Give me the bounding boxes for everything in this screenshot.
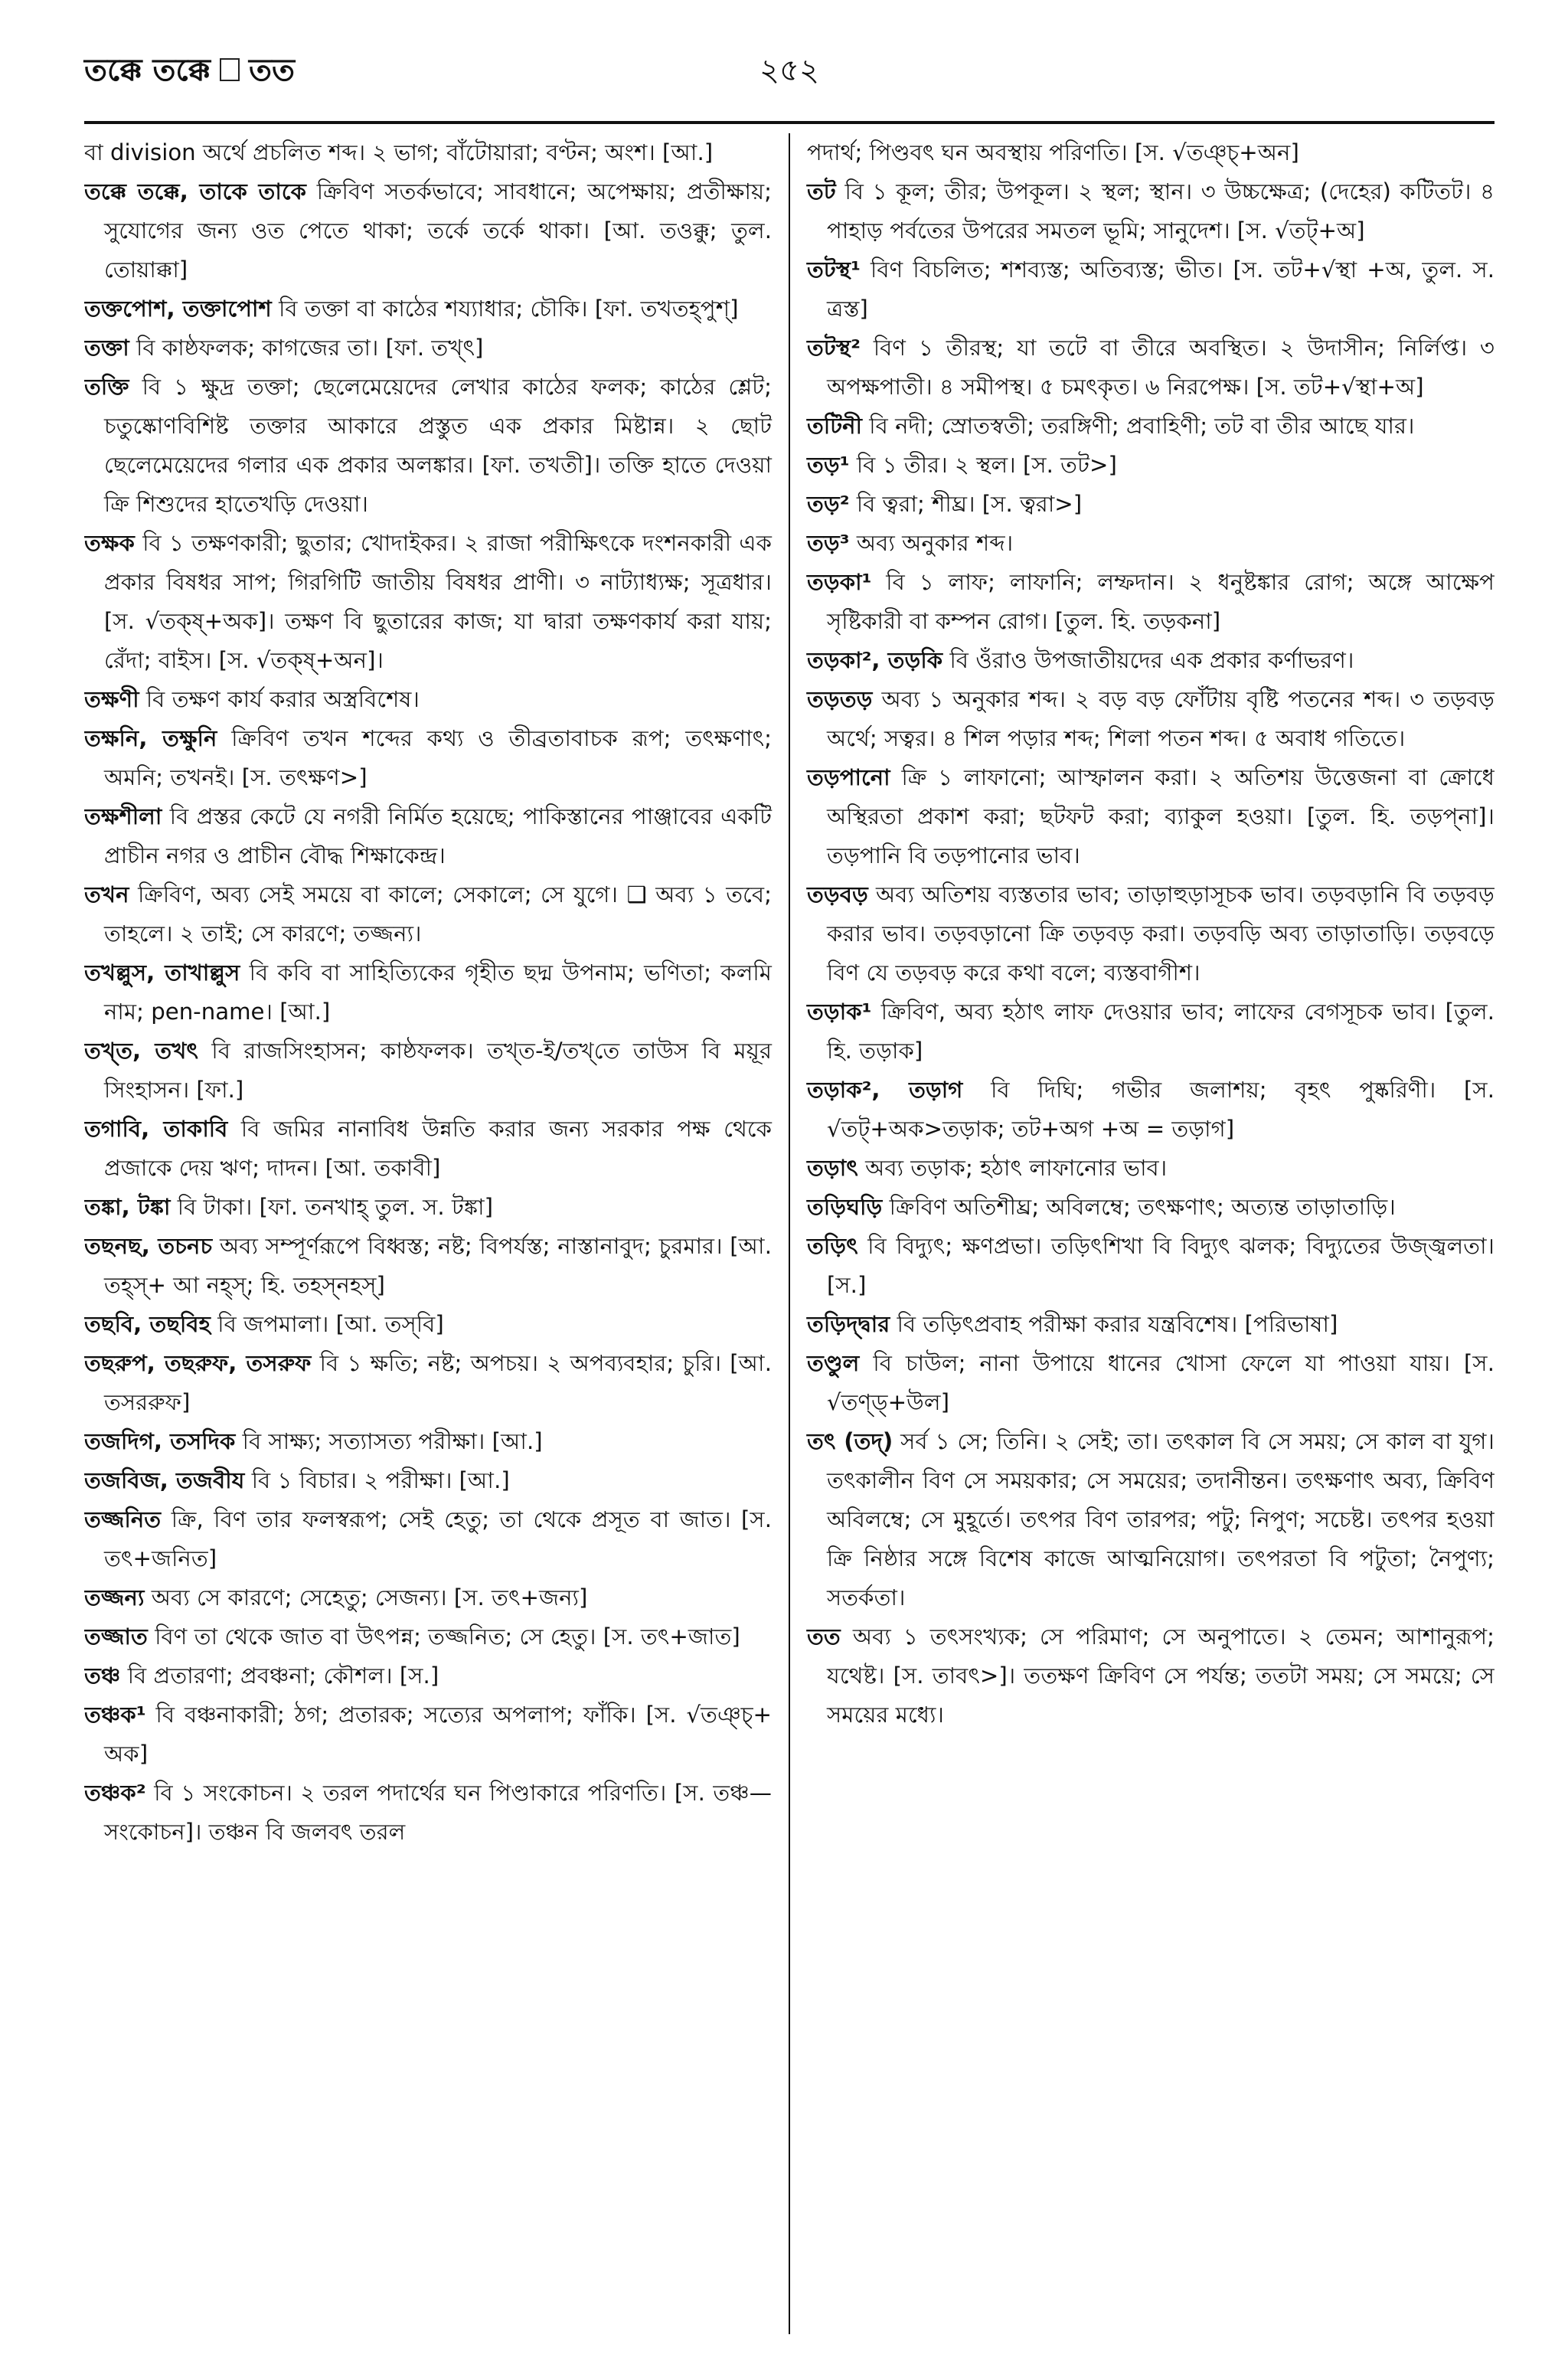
entry-headword: তঞ্চ bbox=[84, 1663, 121, 1689]
entry-headword: তড়¹ bbox=[807, 452, 850, 478]
entry-headword: তছরুপ, তছরুফ, তসরুফ bbox=[84, 1350, 312, 1376]
entry-headword: তজ্জন্য bbox=[84, 1584, 145, 1610]
entry-definition: অব্য ১ তৎসংখ্যক; সে পরিমাণ; সে অনুপাতে। ২ তেমন; আশানুরূপ; যথেষ্ট। [স. তাবৎ>]। ততক্ষণ ক্রিবিণ সে পর্যন্ত; ততটা সময়; সে সময়ে; সে সময়ের মধ্যে। bbox=[827, 1624, 1494, 1728]
dictionary-entry bbox=[84, 289, 772, 329]
entry-definition: পদার্থ; পিণ্ডবৎ ঘন অবস্থায় পরিণতি। [স. √তঞ্চ্‌+অন] bbox=[807, 139, 1299, 165]
dictionary-entry bbox=[807, 563, 1494, 641]
entry-headword: তড়বড় bbox=[807, 881, 868, 907]
dictionary-entry bbox=[807, 172, 1494, 250]
entry-definition: অব্য তড়াক; হঠাৎ লাফানোর ভাব। bbox=[865, 1155, 1168, 1181]
dictionary-entry bbox=[84, 1617, 772, 1656]
dictionary-entry bbox=[84, 1188, 772, 1227]
dictionary-entry bbox=[84, 1422, 772, 1461]
entry-headword: তক্কে তক্কে, তাকে তাকে bbox=[84, 178, 307, 204]
entry-headword: তড়তড় bbox=[807, 686, 873, 712]
entry-headword: তড়াৎ bbox=[807, 1155, 858, 1181]
entry-definition: বি জমির নানাবিধ উন্নতি করার জন্য সরকার পক্ষ থেকে প্রজাকে দেয় ঋণ; দাদন। [আ. তকাবী] bbox=[104, 1116, 772, 1181]
entry-headword: তজ্জাত bbox=[84, 1624, 148, 1650]
dictionary-entry bbox=[84, 1578, 772, 1617]
dictionary-entry bbox=[807, 1305, 1494, 1344]
entry-definition: বি ওঁরাও উপজাতীয়দের এক প্রকার কর্ণাভরণ। bbox=[949, 647, 1354, 673]
entry-headword: তড়² bbox=[807, 491, 850, 517]
entry-definition: সর্ব ১ সে; তিনি। ২ সেই; তা। তৎকাল বি সে সময়; সে কাল বা যুগ। তৎকালীন বিণ সে সময়কার; সে সময়ের; তদানীন্তন। তৎক্ষণাৎ অব্য, ক্রিবিণ অবিলম্বে; সে মুহূর্তে। তৎপর বিণ তারপর; পটু; নিপুণ; সচেষ্ট। তৎপর হওয়া ক্রি নিষ্ঠার সঙ্গে বিশেষ কাজে আত্মনিয়োগ। তৎপরতা বি পটুতা; নৈপুণ্য; সতর্কতা। bbox=[827, 1428, 1494, 1610]
guide-word-last: তত bbox=[248, 53, 296, 88]
right-column bbox=[790, 133, 1494, 2334]
dictionary-entry bbox=[84, 1461, 772, 1500]
entry-definition: বিণ তা থেকে জাত বা উৎপন্ন; তজ্জনিত; সে হেতু। [স. তৎ+জাত] bbox=[155, 1624, 740, 1650]
dictionary-entry bbox=[807, 446, 1494, 485]
entry-definition: বি চাউল; নানা উপায়ে ধানের খোসা ফেলে যা পাওয়া যায়। [স. √তণ্ড্‌+উল] bbox=[827, 1350, 1494, 1415]
dictionary-entry bbox=[84, 172, 772, 289]
dictionary-entry bbox=[84, 953, 772, 1032]
dictionary-entry bbox=[84, 875, 772, 953]
dictionary-entry bbox=[84, 1305, 772, 1344]
entries-area bbox=[84, 133, 1494, 2334]
entry-definition: ক্রিবিণ সতর্কভাবে; সাবধানে; অপেক্ষায়; প্রতীক্ষায়; সুযোগের জন্য ওত পেতে থাকা; তর্কে তর্কে থাকা। [আ. তওক্কু; তুল. তোয়াক্কা] bbox=[104, 178, 772, 283]
entry-definition: ক্রিবিণ অতিশীঘ্র; অবিলম্বে; তৎক্ষণাৎ; অত্যন্ত তাড়াতাড়ি। bbox=[889, 1194, 1396, 1220]
entry-definition: বি তক্তা বা কাঠের শয্যাধার; চৌকি। [ফা. তখতহ্‌পুশ্‌] bbox=[279, 296, 739, 322]
entry-definition: ক্রি, বিণ তার ফলস্বরূপ; সেই হেতু; তা থেকে প্রসূত বা জাত। [স. তৎ+জনিত] bbox=[104, 1506, 772, 1571]
entry-headword: তজদিগ, তসদিক bbox=[84, 1428, 236, 1454]
dictionary-entry bbox=[84, 329, 772, 368]
entry-definition: অব্য অতিশয় ব্যস্ততার ভাব; তাড়াহুড়াসূচক ভাব। তড়বড়ানি বি তড়বড় করার ভাব। তড়বড়ানো ক্রি তড়বড় করা। তড়বড়ি অব্য তাড়াতাড়ি। তড়বড়ে বিণ যে তড়বড় করে কথা বলে; ব্যস্তবাগীশ। bbox=[827, 881, 1494, 986]
entry-definition: বি কবি বা সাহিত্যিকের গৃহীত ছদ্ম উপনাম; ভণিতা; কলমি নাম; pen-name। [আ.] bbox=[104, 960, 772, 1025]
entry-headword: তখ্‌ত, তখৎ bbox=[84, 1038, 198, 1064]
entry-headword: তজ্জনিত bbox=[84, 1506, 162, 1532]
entry-headword: তণ্ডুল bbox=[807, 1350, 860, 1376]
entry-headword: তক্ষনি, তক্ষুনি bbox=[84, 725, 217, 751]
entry-definition: বি কাষ্ঠফলক; কাগজের তা। [ফা. তখ্‌ৎ] bbox=[136, 335, 484, 361]
entry-headword: তঞ্চক² bbox=[84, 1780, 146, 1806]
entry-headword: তড়কা², তড়কি bbox=[807, 647, 943, 673]
entry-definition: বি ১ ক্ষতি; নষ্ট; অপচয়। ২ অপব্যবহার; চুরি। [আ. তসররুফ] bbox=[104, 1350, 772, 1415]
guide-word-first: তক্কে তক্কে bbox=[84, 53, 211, 88]
entry-definition: বি ১ তক্ষণকারী; ছুতার; খোদাইকর। ২ রাজা পরীক্ষিৎকে দংশনকারী এক প্রকার বিষধর সাপ; গিরগিটি জাতীয় বিষধর প্রাণী। ৩ নাট্যাধ্যক্ষ; সূত্রধার। [স. √তক্ষ্‌+অক]। তক্ষণ বি ছুতারের কাজ; যা দ্বারা তক্ষণকার্য করা যায়; রেঁদা; বাইস। [স. √তক্ষ্‌+অন]। bbox=[104, 530, 772, 673]
entry-definition: বি ১ তীর। ২ স্থল। [স. তট>] bbox=[856, 452, 1117, 478]
entry-definition: বি সাক্ষ্য; সত্যাসত্য পরীক্ষা। [আ.] bbox=[242, 1428, 543, 1454]
entry-headword: তছবি, তছবিহ bbox=[84, 1311, 211, 1337]
entry-headword: তৎ (তদ্‌) bbox=[807, 1428, 893, 1454]
entry-definition: বি ১ লাফ; লাফানি; লম্ফদান। ২ ধনুষ্টঙ্কার রোগ; অঙ্গে আক্ষেপ সৃষ্টিকারী বা কম্পন রোগ। [তুল. হি. তড়কনা] bbox=[827, 569, 1494, 634]
entry-definition: বি বঞ্চনাকারী; ঠগ; প্রতারক; সত্যের অপলাপ; ফাঁকি। [স. √তঞ্চ্‌+ অক] bbox=[104, 1702, 772, 1767]
entry-headword: তগাবি, তাকাবি bbox=[84, 1116, 228, 1142]
entry-definition: বি তক্ষণ কার্য করার অস্ত্রবিশেষ। bbox=[145, 686, 420, 712]
dictionary-entry bbox=[807, 1344, 1494, 1422]
left-column bbox=[84, 133, 790, 2334]
entry-definition: বি প্রস্তর কেটে যে নগরী নির্মিত হয়েছে; পাকিস্তানের পাঞ্জাবের একটি প্রাচীন নগর ও প্রাচীন বৌদ্ধ শিক্ষাকেন্দ্র। bbox=[104, 803, 773, 868]
entry-headword: তটস্থ² bbox=[807, 335, 861, 361]
entry-definition: বি দিঘি; গভীর জলাশয়; বৃহৎ পুষ্করিণী। [স. √তট্‌+অক>তড়াক; তট+অগ +অ = তড়াগ] bbox=[827, 1077, 1494, 1142]
dictionary-entry bbox=[807, 641, 1494, 680]
dictionary-entry bbox=[84, 797, 772, 875]
entry-headword: তটস্থ¹ bbox=[807, 257, 861, 283]
dictionary-entry bbox=[807, 992, 1494, 1071]
entry-definition: অব্য অনুকার শব্দ। bbox=[856, 530, 1014, 556]
entry-headword: তত bbox=[807, 1624, 841, 1650]
entry-headword: তক্ষক bbox=[84, 530, 135, 556]
dictionary-entry bbox=[84, 1656, 772, 1695]
dictionary-entry bbox=[84, 1500, 772, 1578]
entry-headword: তখন bbox=[84, 881, 129, 907]
entry-definition: বিণ বিচলিত; শশব্যস্ত; অতিব্যস্ত; ভীত। [স. তট+√স্থা +অ, তুল. স. ত্রস্ত] bbox=[827, 257, 1494, 322]
entry-definition: বি জপমালা। [আ. তস্‌বি] bbox=[217, 1311, 444, 1337]
entry-definition: ক্রি ১ লাফানো; আস্ফালন করা। ২ অতিশয় উত্তেজনা বা ক্রোধে অস্থিরতা প্রকাশ করা; ছটফট করা; ব্যাকুল হওয়া। [তুল. হি. তড়প্‌না]। তড়পানি বি তড়পানোর ভাব। bbox=[827, 764, 1494, 868]
entry-definition: বি ত্বরা; শীঘ্র। [স. ত্বরা>] bbox=[856, 491, 1083, 517]
entry-headword: তড়াক¹ bbox=[807, 999, 872, 1025]
dictionary-entry bbox=[807, 680, 1494, 758]
entry-definition: বি ১ ক্ষুদ্র তক্তা; ছেলেমেয়েদের লেখার কাঠের ফলক; কাঠের শ্লেট; চতুষ্কোণবিশিষ্ট তক্তার আকারে প্রস্তুত এক প্রকার মিষ্টান্ন। ২ ছোট ছেলেমেয়েদের গলার এক প্রকার অলঙ্কার। [ফা. তখতী]। তক্তি হাতে দেওয়া ক্রি শিশুদের হাতেখড়ি দেওয়া। bbox=[104, 374, 772, 517]
dictionary-entry bbox=[84, 1774, 772, 1852]
dictionary-entry bbox=[84, 368, 772, 524]
entry-headword: তক্তা bbox=[84, 335, 129, 361]
dictionary-entry bbox=[807, 758, 1494, 875]
entry-headword: তড়িৎ bbox=[807, 1233, 858, 1259]
entry-headword: তক্ষশীলা bbox=[84, 803, 162, 829]
entry-headword: তড়কা¹ bbox=[807, 569, 872, 595]
entry-definition: বি ১ কূল; তীর; উপকূল। ২ স্থল; স্থান। ৩ উচ্চক্ষেত্র; (দেহের) কটিতট। ৪ পাহাড় পর্বতের উপরের সমতল ভূমি; সানুদেশ। [স. √তট্‌+অ] bbox=[827, 178, 1494, 244]
dictionary-entry bbox=[807, 1227, 1494, 1305]
entry-headword: তক্তপোশ, তক্তাপোশ bbox=[84, 296, 272, 322]
dictionary-entry bbox=[807, 1071, 1494, 1149]
entry-headword: তড়পানো bbox=[807, 764, 890, 790]
dictionary-entry bbox=[84, 1227, 772, 1305]
entry-definition: বি রাজসিংহাসন; কাষ্ঠফলক। তখ্‌ত-ই/তখ্‌তে তাউস বি ময়ূর সিংহাসন। [ফা.] bbox=[104, 1038, 773, 1103]
dictionary-entry bbox=[807, 250, 1494, 329]
dictionary-entry bbox=[807, 485, 1494, 524]
entry-headword: তছনছ, তচনচ bbox=[84, 1233, 213, 1259]
entry-definition: অব্য সম্পূর্ণরূপে বিধ্বস্ত; নষ্ট; বিপর্যস্ত; নাস্তানাবুদ; চুরমার। [আ. তহ্‌স্‌+ আ নহ্‌স্‌; হি. তহস্‌নহস্‌] bbox=[104, 1233, 772, 1298]
dictionary-entry bbox=[807, 875, 1494, 992]
entry-definition: ক্রিবিণ, অব্য হঠাৎ লাফ দেওয়ার ভাব; লাফের বেগসূচক ভাব। [তুল. হি. তড়াক] bbox=[827, 999, 1494, 1064]
entry-headword: তটিনী bbox=[807, 413, 862, 439]
guide-words bbox=[84, 46, 295, 97]
entry-definition: অব্য ১ অনুকার শব্দ। ২ বড় বড় ফোঁটায় বৃষ্টি পতনের শব্দ। ৩ তড়বড় অর্থে; সত্বর। ৪ শিল পড়ার শব্দ; শিলা পতন শব্দ। ৫ অবাধ গতিতে। bbox=[827, 686, 1494, 751]
dictionary-entry bbox=[84, 719, 772, 797]
entry-headword: তক্ষণী bbox=[84, 686, 139, 712]
page-header bbox=[84, 44, 1494, 124]
dictionary-entry bbox=[807, 1422, 1494, 1617]
dictionary-entry bbox=[807, 1188, 1494, 1227]
entry-headword: তড়িঘড়ি bbox=[807, 1194, 883, 1220]
entry-headword: তক্তি bbox=[84, 374, 129, 400]
entry-headword: তখল্লুস, তাখাল্লুস bbox=[84, 960, 240, 986]
entry-definition: অব্য সে কারণে; সেহেতু; সেজন্য। [স. তৎ+জন্য] bbox=[151, 1584, 588, 1610]
entry-headword: তড়িদ্দ্বার bbox=[807, 1311, 890, 1337]
entry-definition: বি নদী; স্রোতস্বতী; তরঙ্গিণী; প্রবাহিণী; তট বা তীর আছে যার। bbox=[869, 413, 1415, 439]
separator-box-icon bbox=[220, 58, 240, 81]
dictionary-entry bbox=[84, 1110, 772, 1188]
entry-headword: তড়াক², তড়াগ bbox=[807, 1077, 963, 1103]
dictionary-entry bbox=[84, 1344, 772, 1422]
entry-definition: বি ১ বিচার। ২ পরীক্ষা। [আ.] bbox=[251, 1467, 510, 1493]
dictionary-entry bbox=[84, 680, 772, 719]
entry-definition: বি প্রতারণা; প্রবঞ্চনা; কৌশল। [স.] bbox=[127, 1663, 439, 1689]
entry-headword: তজবিজ, তজবীয bbox=[84, 1467, 245, 1493]
dictionary-entry bbox=[807, 524, 1494, 563]
entry-definition: বি ১ সংকোচন। ২ তরল পদার্থের ঘন পিণ্ডাকারে পরিণতি। [স. তঞ্চ—সংকোচন]। তঞ্চন বি জলবৎ তরল bbox=[104, 1780, 772, 1845]
entry-headword: তড়³ bbox=[807, 530, 850, 556]
dictionary-entry bbox=[84, 1695, 772, 1774]
page-number: ২৫২ bbox=[760, 53, 819, 88]
entry-headword: তঙ্কা, টঙ্কা bbox=[84, 1194, 171, 1220]
dictionary-entry bbox=[807, 1617, 1494, 1735]
dictionary-entry bbox=[84, 524, 772, 680]
dictionary-entry bbox=[84, 1032, 772, 1110]
dictionary-entry bbox=[807, 329, 1494, 407]
entry-definition: ক্রিবিণ, অব্য সেই সময়ে বা কালে; সেকালে; সে যুগে। ❑ অব্য ১ তবে; তাহলে। ২ তাই; সে কারণে; তজ্জন্য। bbox=[104, 881, 772, 947]
entry-definition: ক্রিবিণ তখন শব্দের কথ্য ও তীব্রতাবাচক রূপ; তৎক্ষণাৎ; অমনি; তখনই। [স. তৎক্ষণ>] bbox=[104, 725, 773, 790]
dictionary-entry bbox=[807, 133, 1494, 172]
entry-definition: বিণ ১ তীরস্থ; যা তটে বা তীরে অবস্থিত। ২ উদাসীন; নির্লিপ্ত। ৩ অপক্ষপাতী। ৪ সমীপস্থ। ৫ চমৎকৃত। ৬ নিরপেক্ষ। [স. তট+√স্থা+অ] bbox=[827, 335, 1494, 400]
entry-definition: বি বিদ্যুৎ; ক্ষণপ্রভা। তড়িৎশিখা বি বিদ্যুৎ ঝলক; বিদ্যুতের উজ্জ্বলতা। [স.] bbox=[827, 1233, 1494, 1298]
dictionary-entry bbox=[807, 407, 1494, 446]
dictionary-entry bbox=[807, 1149, 1494, 1188]
dictionary-entry bbox=[84, 133, 772, 172]
entry-definition: বি তড়িৎপ্রবাহ পরীক্ষা করার যন্ত্রবিশেষ। [পরিভাষা] bbox=[897, 1311, 1338, 1337]
entry-definition: বি টাকা। [ফা. তনখাহ্‌ তুল. স. টঙ্কা] bbox=[177, 1194, 493, 1220]
entry-headword: তট bbox=[807, 178, 836, 204]
entry-headword: তঞ্চক¹ bbox=[84, 1702, 146, 1728]
entry-definition: বা division অর্থে প্রচলিত শব্দ। ২ ভাগ; বাঁটোয়ারা; বণ্টন; অংশ। [আ.] bbox=[84, 139, 714, 165]
